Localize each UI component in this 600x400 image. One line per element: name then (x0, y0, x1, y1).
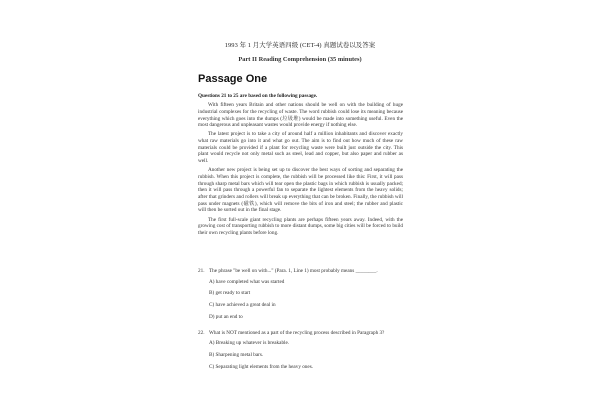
question-text: What is NOT mentioned as a part of the recycling process described in Paragraph 3? (209, 329, 385, 336)
question-number: 21. (198, 268, 205, 274)
question-22 (198, 330, 413, 371)
question-list (198, 268, 413, 379)
answer-options (198, 340, 413, 370)
question-21 (198, 268, 413, 321)
passage-paragraph: The first full-scale giant recycling plants are perhaps fifteen years away. Indeed, with the growing cost of transporting rubbish to more distant dumps, some big cities will be forced to build their own recycling plants before long. (198, 216, 403, 236)
answer-option: A) have completed what was started (209, 278, 285, 285)
passage-body (198, 93, 403, 239)
answer-option: A) Breaking up whatever is breakable. (209, 340, 290, 347)
document-title: 1993 年 1 月大学英语四级 (CET-4) 真题试卷以及答案 (224, 42, 376, 49)
answer-option: D) put an end to (209, 313, 243, 320)
passage-intro: Questions 21 to 25 are based on the following passage. (198, 93, 318, 99)
passage-paragraph: With fifteen years Britain and other nations should be well on with the building of huge industrial complexes for the recycling of waste. The word rubbish could lose its meaning because everything which goes into the dumps (垃圾堆) would be made into something useful. Even the most dangerous and unpleasant wastes would provide energy if nothing else. (198, 102, 403, 129)
answer-options (198, 279, 413, 321)
part-heading: Part II Reading Comprehension (35 minutes) (238, 56, 362, 63)
passage-title: Passage One (198, 73, 268, 85)
answer-option: B) get ready to start (209, 290, 251, 297)
question-number: 22. (198, 329, 205, 336)
passage-paragraph: The latest project is to take a city of around half a million inhabitants and discover exactly what raw materials go into it and what go out. The aim is to find out how much of these raw materials could be provided if a plant for recycling waste were built just outside the city. This plant would recycle not only metal such as steel, lead and copper, but also paper and rubber as well. (198, 131, 403, 165)
answer-option: B) Sharpening metal bars. (209, 351, 264, 358)
answer-option: C) have achieved a great deal in (209, 302, 276, 309)
question-text: The phrase "be well on with..." (Para. 1, Line 1) most probably means ________. (209, 268, 378, 274)
passage-paragraph: Another new project is being set up to discover the best ways of sorting and separating the rubbish. When this project is complete, the rubbish will be processed like this: First, it will pass through sharp metal bars which will tear open the plastic bags in which rubbish is usually packed; then it will pass through a powerful fan to separate the lightest elements from the heavy solids; after that grinders and rollers will break up everything that can be broken. Finally, the rubbish will pass under magnets (磁铁), which will remove the bits of iron and steel; the rubber and plastic will then be sorted out in the final stage. (198, 167, 403, 214)
answer-option: C) Separating light elements from the heavy ones. (209, 363, 314, 370)
